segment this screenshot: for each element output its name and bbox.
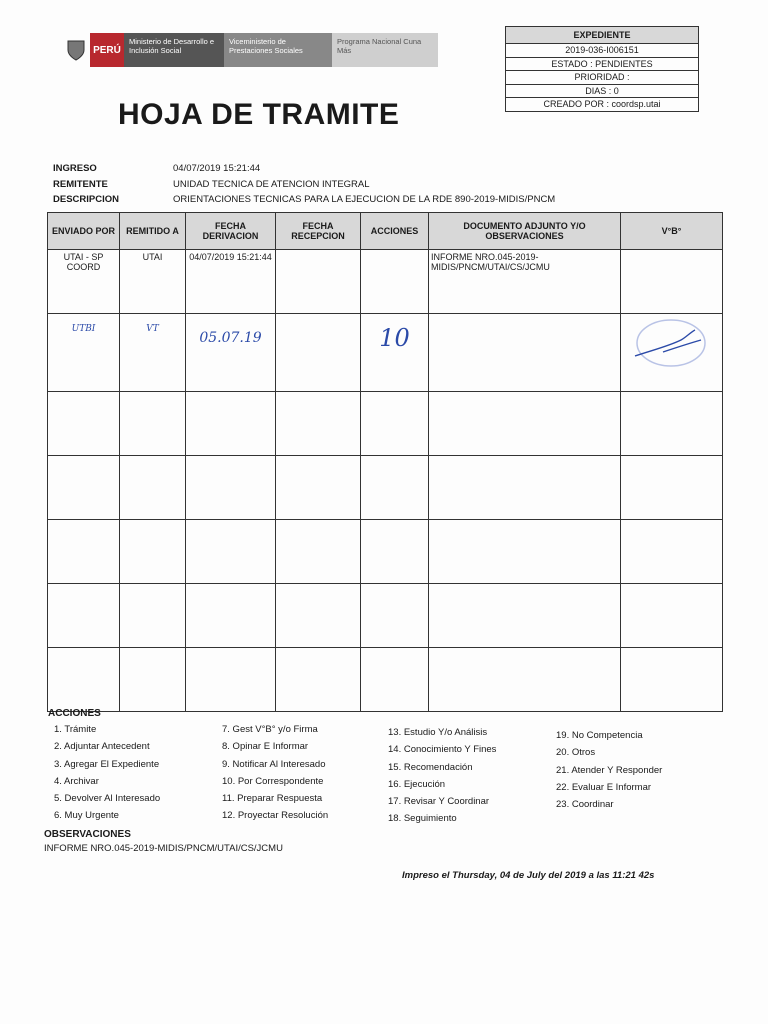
table-cell	[276, 250, 361, 314]
table-header-row	[48, 213, 723, 250]
ingreso-label: INGRESO	[53, 163, 97, 174]
observaciones-heading: OBSERVACIONES	[44, 829, 131, 840]
ingreso-value: 04/07/2019 15:21:44	[173, 163, 261, 174]
list-item: 13. Estudio Y/o Análisis	[388, 727, 488, 738]
expediente-dias: DIAS : 0	[506, 84, 698, 98]
list-item: 8. Opinar E Informar	[222, 741, 309, 753]
list-item: 19. No Competencia	[556, 730, 643, 741]
handwritten-date: 05.07.19	[186, 314, 276, 392]
list-item: 6. Muy Urgente	[54, 810, 119, 822]
table-cell: UTAI	[120, 250, 186, 314]
table-cell: INFORME NRO.045-2019-MIDIS/PNCM/UTAI/CS/JCMU	[429, 250, 621, 314]
list-item: 2. Adjuntar Antecedent	[54, 741, 150, 753]
handwritten-recipient: VT	[120, 314, 186, 392]
expediente-box	[505, 26, 699, 112]
list-item: 22. Evaluar E Informar	[556, 781, 652, 793]
list-item: 11. Preparar Respuesta	[222, 793, 323, 805]
remitente-value: UNIDAD TECNICA DE ATENCION INTEGRAL	[173, 179, 370, 190]
table-cell	[621, 250, 723, 314]
table-row	[48, 584, 723, 648]
logo-vice-ministry: Viceministerio de Prestaciones Sociales	[224, 33, 332, 67]
table-row	[48, 392, 723, 456]
expediente-creado: CREADO POR : coordsp.utai	[506, 97, 698, 111]
list-item: 17. Revisar Y Coordinar	[388, 796, 490, 808]
page-title: HOJA DE TRAMITE	[118, 98, 400, 131]
acciones-column-4	[556, 730, 662, 816]
list-item: 14. Conocimiento Y Fines	[388, 744, 497, 756]
header-vobo: V°B°	[621, 213, 723, 250]
printed-timestamp: Impreso el Thursday, 04 de July del 2019 a las 11:21 42s	[402, 870, 655, 881]
table-cell	[361, 250, 429, 314]
remitente-label: REMITENTE	[53, 179, 108, 190]
coat-of-arms-icon	[62, 33, 90, 67]
descripcion-value: ORIENTACIONES TECNICAS PARA LA EJECUCION DE LA RDE 890-2019-MIDIS/PNCM	[173, 194, 556, 205]
list-item: 20. Otros	[556, 747, 596, 759]
table-row	[48, 456, 723, 520]
list-item: 23. Coordinar	[556, 799, 614, 811]
header-remitido-a: REMITIDO A	[120, 213, 186, 250]
header-fecha-recepcion: FECHA RECEPCION	[276, 213, 361, 250]
list-item: 5. Devolver Al Interesado	[54, 793, 161, 805]
logo-ministry: Ministerio de Desarrollo e Inclusión Social	[124, 33, 224, 67]
stamp-signature-icon	[623, 316, 719, 370]
list-item: 12. Proyectar Resolución	[222, 810, 329, 822]
list-item: 9. Notificar Al Interesado	[222, 758, 326, 770]
table-row	[48, 520, 723, 584]
header-fecha-derivacion: FECHA DERIVACION	[186, 213, 276, 250]
list-item: 7. Gest V°B° y/o Firma	[222, 724, 318, 735]
list-item: 10. Por Correspondente	[222, 775, 324, 787]
acciones-column-3	[388, 727, 496, 831]
table-row	[48, 648, 723, 712]
logo-country: PERÚ	[90, 33, 124, 67]
handwritten-sender: UTBI	[48, 314, 120, 392]
observaciones-value: INFORME NRO.045-2019-MIDIS/PNCM/UTAI/CS/JCMU	[44, 843, 283, 854]
acciones-column-2	[222, 724, 328, 828]
acciones-heading: ACCIONES	[48, 708, 101, 719]
signature-stamp	[621, 314, 723, 392]
table-cell: 04/07/2019 15:21:44	[186, 250, 276, 314]
expediente-prioridad: PRIORIDAD :	[506, 70, 698, 84]
list-item: 15. Recomendación	[388, 761, 473, 773]
table-row	[48, 250, 723, 314]
header-acciones: ACCIONES	[361, 213, 429, 250]
acciones-column-1	[54, 724, 160, 828]
table-row	[48, 314, 723, 392]
list-item: 18. Seguimiento	[388, 813, 457, 825]
header-documento-adjunto: DOCUMENTO ADJUNTO Y/O OBSERVACIONES	[429, 213, 621, 250]
logo-program: Programa Nacional Cuna Más	[332, 33, 438, 67]
expediente-estado: ESTADO : PENDIENTES	[506, 57, 698, 71]
list-item: 21. Atender Y Responder	[556, 764, 663, 776]
institution-logo	[62, 33, 438, 67]
routing-table	[47, 212, 723, 712]
table-cell	[429, 314, 621, 392]
list-item: 4. Archivar	[54, 775, 99, 787]
table-cell	[276, 314, 361, 392]
expediente-number: 2019-036-I006151	[506, 43, 698, 57]
descripcion-label: DESCRIPCION	[53, 194, 119, 205]
table-cell: UTAI - SP COORD	[48, 250, 120, 314]
header-enviado-por: ENVIADO POR	[48, 213, 120, 250]
list-item: 1. Trámite	[54, 724, 97, 735]
list-item: 3. Agregar El Expediente	[54, 758, 160, 770]
handwritten-action: 10	[361, 314, 429, 392]
expediente-heading: EXPEDIENTE	[506, 27, 698, 43]
list-item: 16. Ejecución	[388, 778, 446, 790]
